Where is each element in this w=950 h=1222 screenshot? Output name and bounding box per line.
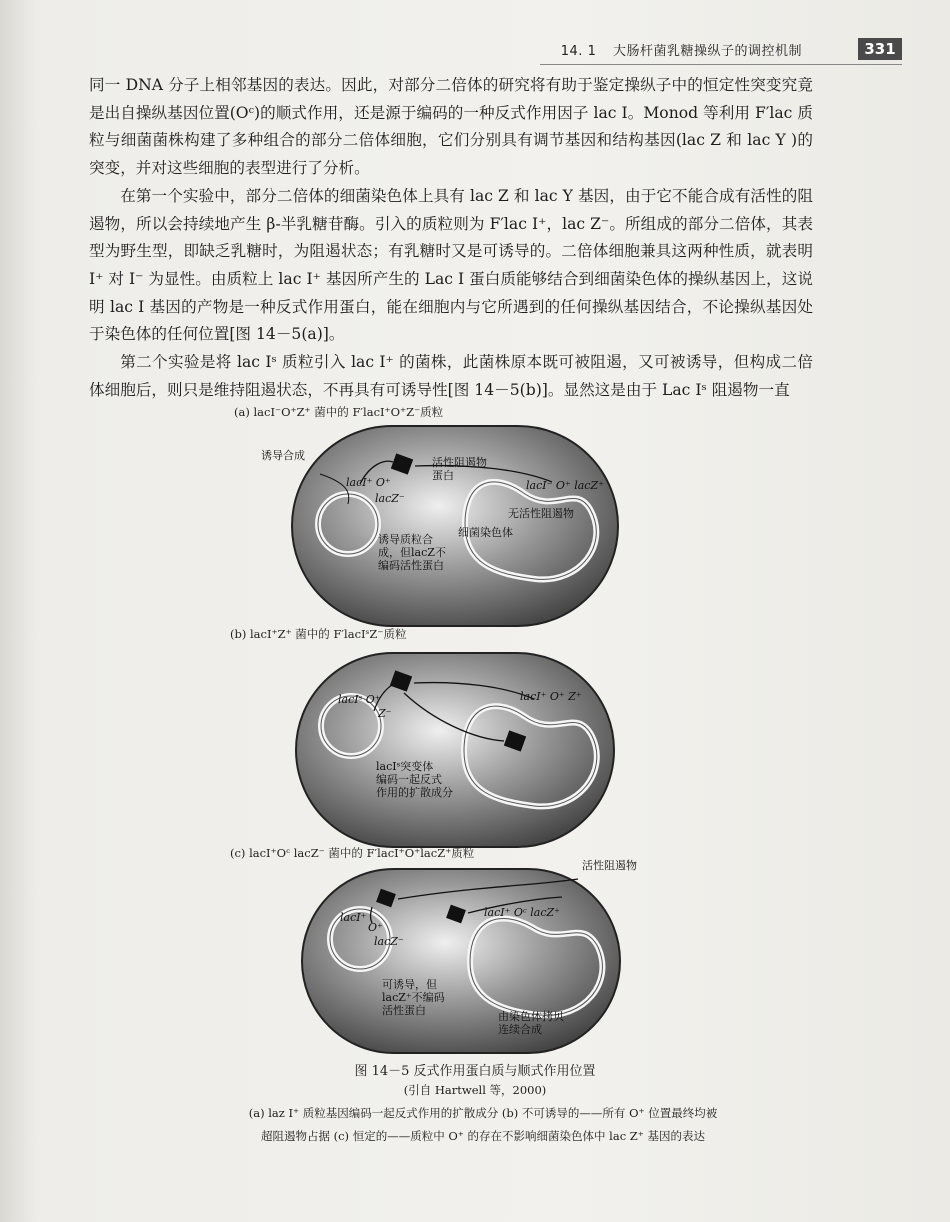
- paragraph: 第二个实验是将 lac Iˢ 质粒引入 lac I⁺ 的菌株，此菌株原本既可被阻遏，又可被诱导，但构成二倍体细胞后，则只是维持阻遏状态，不再具有可诱导性[图 14－5(b)]。显然这是由于 Lac Iˢ 阻遏物一直: [89, 353, 813, 399]
- panel-a-cell: [290, 424, 620, 629]
- section-title: 大肠杆菌乳糖操纵子的调控机制: [612, 44, 802, 59]
- chromosome-genes: lacI⁺ O⁺ Z⁺: [520, 690, 582, 703]
- plasmid-z-gene: Z⁻: [378, 707, 392, 720]
- section-number: 14. 1: [560, 44, 597, 59]
- panel-c-cell: [300, 867, 622, 1055]
- induced-label: 诱导合成: [261, 449, 305, 462]
- paragraph: 在第一个实验中，部分二倍体的细菌染色体上具有 lac Z 和 lac Y 基因，由于它不能合成有活性的阻遏物，所以会持续地产生 β-半乳糖苷酶。引入的质粒则为 F′lac I⁺，lac Z⁻。所组成的部分二倍体，其表型为野生型，即缺乏乳糖时，为阻遏状态；有乳糖时又是可诱导的。二倍体细胞兼具这两种性质，就表明 I⁺ 对 I⁻ 为显性。由质粒上 lac I⁺ 基因所产生的 Lac I 蛋白质能够结合到细菌染色体的操纵基因上，这说明 lac I 基因的产物是一种反式作用蛋白，能在细胞内与它所遇到的任何操纵基因结合，不论操纵基因处于染色体的任何位置[图 14－5(a)]。: [89, 186, 813, 344]
- panel-b-title: (b) lacI⁺Z⁺ 菌中的 F′lacIˢZ⁻质粒: [230, 627, 407, 641]
- page-number: 331: [858, 38, 902, 60]
- paragraph: 同一 DNA 分子上相邻基因的表达。因此，对部分二倍体的研究将有助于鉴定操纵子中的恒定性突变究竟是出自操纵基因位置(Oᶜ)的顺式作用，还是源于编码的一种反式作用因子 lac I。Monod 等利用 F′lac 质粒与细菌菌株构建了多种组合的部分二倍体细胞，它们分别具有调节基因和结构基因(lac Z 和 lac Y )的突变，并对这些细胞的表型进行了分析。: [89, 76, 813, 178]
- figure-note-line: 超阻遏物占据 (c) 恒定的——质粒中 O⁺ 的存在不影响细菌染色体中 lac Z⁺ 基因的表达: [260, 1129, 706, 1143]
- plasmid-note: 诱导质粒合 成，但lacZ不 编码活性蛋白: [378, 533, 446, 572]
- header-rule: [540, 64, 902, 65]
- plasmid-z-gene: lacZ⁻: [374, 935, 404, 948]
- figure-note-line: (a) laz I⁺ 质粒基因编码一起反式作用的扩散成分 (b) 不可诱导的——所有 O⁺ 位置最终均被: [248, 1106, 718, 1120]
- chromosome-note: 由染色体拷贝 连续合成: [498, 1010, 564, 1036]
- figure-source: (引自 Hartwell 等，2000): [403, 1083, 547, 1097]
- body-text: [89, 72, 813, 404]
- figure-notes: [178, 1102, 788, 1148]
- inactive-repressor-label: 无活性阻遏物: [508, 507, 574, 520]
- plasmid-note: lacIˢ突变体 编码一起反式 作用的扩散成分: [376, 760, 453, 799]
- plasmid-genes: lacIˢ O⁺: [338, 693, 381, 706]
- induce-note: 可诱导，但 lacZ⁺不编码 活性蛋白: [382, 978, 445, 1017]
- chromosome-genes: lacI⁺ Oᶜ lacZ⁺: [484, 906, 560, 919]
- running-head: [561, 40, 802, 59]
- chromosome-label: 细菌染色体: [458, 526, 513, 539]
- plasmid-o-gene: O⁺: [368, 921, 383, 934]
- plasmid-genes: lacI⁺ O⁺: [346, 476, 391, 489]
- active-repressor-label: 活性阻遏物 蛋白: [432, 456, 487, 482]
- plasmid-genes: lacI⁺: [340, 911, 367, 924]
- active-repressor-label: 活性阻遏物: [582, 859, 637, 872]
- panel-b-cell: [294, 651, 616, 849]
- panel-c-title: (c) lacI⁺Oᶜ lacZ⁻ 菌中的 F′lacI⁺O⁺lacZ⁺质粒: [230, 846, 475, 860]
- panel-a-title: (a) lacI⁻O⁺Z⁺ 菌中的 F′lacI⁺O⁺Z⁻质粒: [234, 405, 444, 419]
- chromosome-genes: lacI⁻ O⁺ lacZ⁺: [526, 479, 604, 492]
- figure-caption: 图 14－5 反式作用蛋白质与顺式作用位置: [354, 1064, 596, 1079]
- plasmid-z-gene: lacZ⁻: [375, 492, 405, 505]
